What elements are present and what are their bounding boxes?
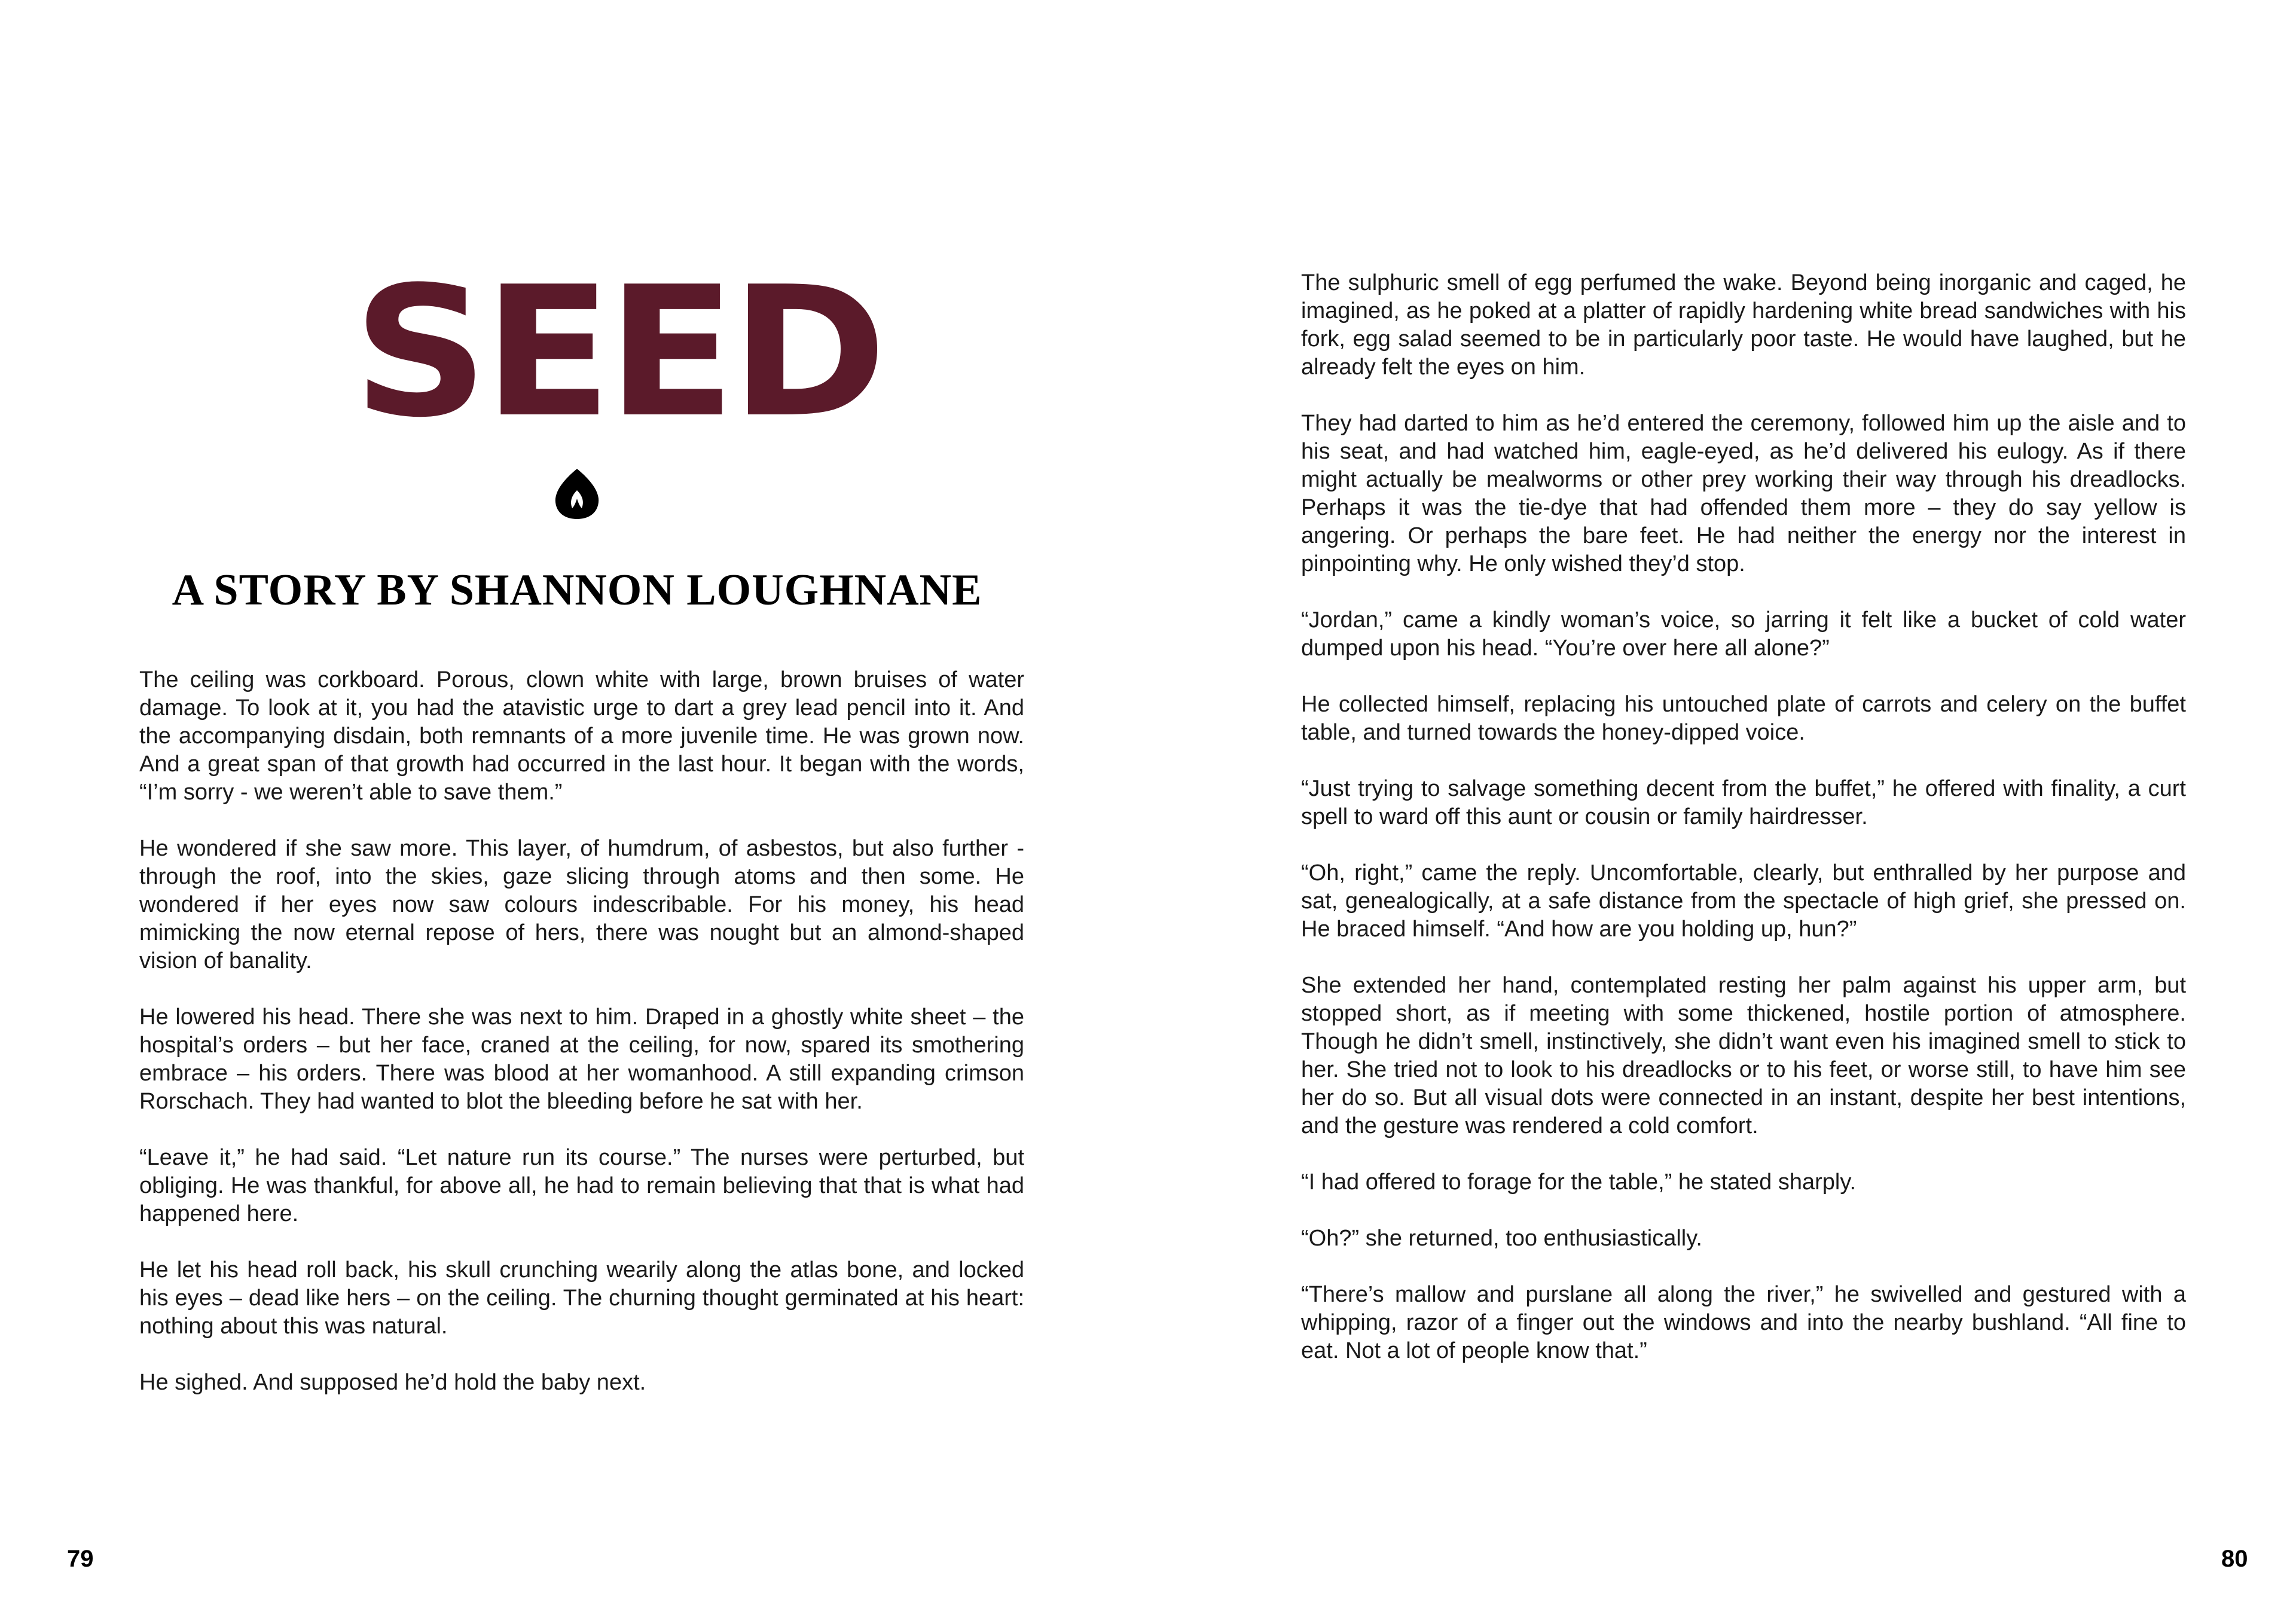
paragraph: “Leave it,” he had said. “Let nature run its course.” The nurses were perturbed, but obliging. He was thankful, for above all, he had to remain believing that that is what had happened here. bbox=[139, 1145, 1024, 1226]
paragraph: She extended her hand, contemplated resting her palm against his upper arm, but stopped short, as if meeting with some thickened, hostile portion of atmosphere. Though he didn’t smell, instinctively, she didn’t want even his imagined smell to stick to her. She tried not to look to his dreadlocks or to his feet, or worse still, to have him see her do so. But all visual dots were connected in an instant, despite her best intentions, and the gesture was rendered a cold comfort. bbox=[1301, 973, 2186, 1138]
paragraph: He sighed. And supposed he’d hold the baby next. bbox=[139, 1370, 646, 1395]
paragraph: “Just trying to salvage something decent from the buffet,” he offered with finality, a curt spell to ward off this aunt or cousin or family hairdresser. bbox=[1301, 776, 2186, 829]
paragraph: He let his head roll back, his skull crunching wearily along the atlas bone, and locked his eyes – dead like hers – on the ceiling. The churning thought germinated at his heart: nothing about this was natural. bbox=[139, 1257, 1024, 1339]
paragraph: “Oh, right,” came the reply. Uncomfortable, clearly, but enthralled by her purpose and sat, genealogically, at a safe distance from the spectacle of high grief, she pressed on. He braced himself. “And how are you holding up, hun?” bbox=[1301, 860, 2186, 942]
paragraph: “Oh?” she returned, too enthusiastically. bbox=[1301, 1226, 1702, 1251]
story-title: SEED bbox=[353, 248, 883, 457]
paragraph: The ceiling was corkboard. Porous, clown white with large, brown bruises of water damage. To look at it, you had the atavistic urge to dart a grey lead pencil into it. And the accompanying disdain, both remnants of a more juvenile time. He was grown now. And a great span of that growth had occurred in the last hour. It began with the words, “I’m sorry - we weren’t able to save them.” bbox=[139, 667, 1024, 805]
paragraph: They had darted to him as he’d entered the ceremony, followed him up the aisle and to his seat, and had watched him, eagle-eyed, as he’d delivered his eulogy. As if there might actually be mealworms or other prey working their way through his dreadlocks. Perhaps it was the tie-dye that had offended them more – they do say yellow is angering. Or perhaps the bare feet. He had neither the energy nor the interest in pinpointing why. He only wished they’d stop. bbox=[1301, 411, 2186, 576]
paragraph: “I had offered to forage for the table,” he stated sharply. bbox=[1301, 1170, 1857, 1195]
paragraph: “Jordan,” came a kindly woman’s voice, so jarring it felt like a bucket of cold water dumped upon his head. “You’re over here all alone?” bbox=[1301, 608, 2186, 661]
right-body-text bbox=[1301, 269, 2186, 1393]
paragraph: He wondered if she saw more. This layer, of humdrum, of asbestos, but also further - through the roof, into the skies, gaze slicing through atoms and then some. He wondered if her eyes now saw colours indescribable. For his money, his head mimicking the now eternal repose of hers, there was nought but an almond-shaped vision of banality. bbox=[139, 836, 1024, 973]
right-page bbox=[1148, 0, 2296, 1624]
paragraph: He lowered his head. There she was next to him. Draped in a ghostly white sheet – the hospital’s orders – but her face, craned at the ceiling, for now, spared its smothering embrace – his orders. There was blood at her womanhood. A still expanding crimson Rorschach. They had wanted to blot the bleeding before he sat with her. bbox=[139, 1005, 1024, 1114]
byline: A STORY BY SHANNON LOUGHNANE bbox=[172, 566, 982, 615]
paragraph: The sulphuric smell of egg perfumed the wake. Beyond being inorganic and caged, he imagined, as he poked at a platter of rapidly hardening white bread sandwiches with his fork, egg salad seemed to be in particularly poor taste. He would have laughed, but he already felt the eyes on him. bbox=[1301, 270, 2186, 380]
seed-icon bbox=[553, 466, 601, 520]
page-number-right: 80 bbox=[2221, 1546, 2248, 1572]
paragraph: He collected himself, replacing his untouched plate of carrots and celery on the buffet table, and turned towards the honey-dipped voice. bbox=[1301, 692, 2186, 745]
page-number-left: 79 bbox=[67, 1546, 94, 1572]
left-body-text bbox=[139, 666, 1024, 1425]
paragraph: “There’s mallow and purslane all along the river,” he swivelled and gestured with a whipping, razor of a finger out the windows and into the nearby bushland. “All fine to eat. Not a lot of people know that.” bbox=[1301, 1282, 2186, 1363]
